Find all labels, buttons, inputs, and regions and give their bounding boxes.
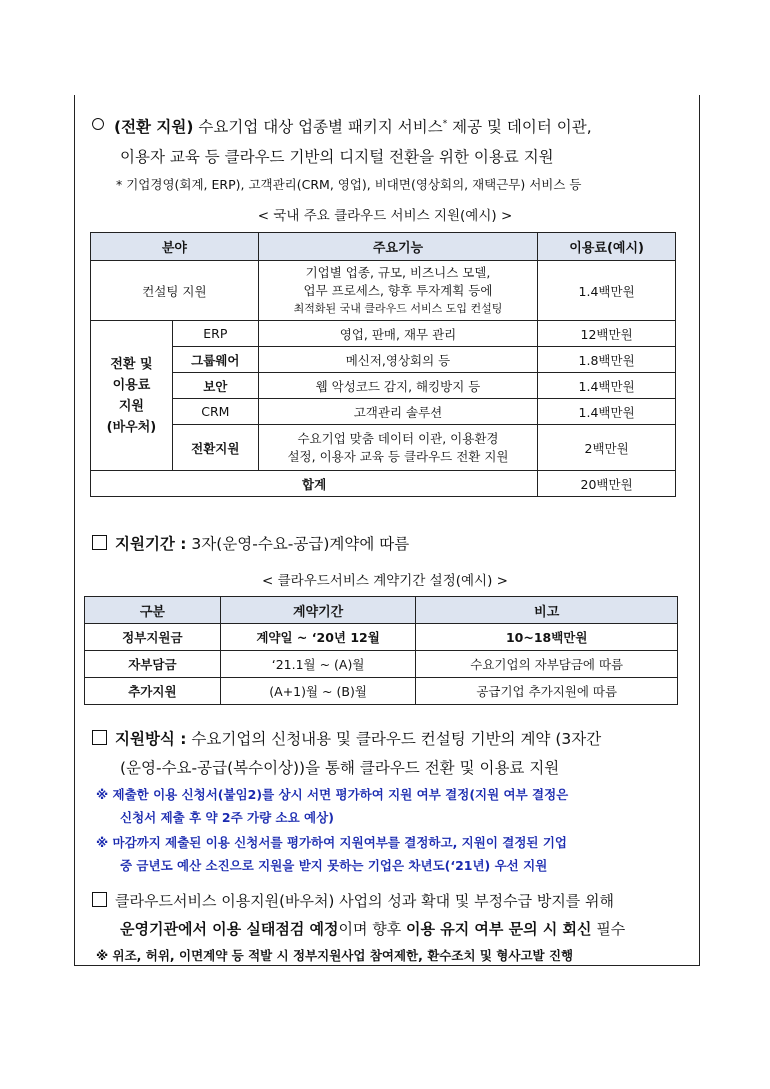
- total-row: 합계 20백만원: [91, 471, 676, 497]
- section3-note1a: ※ 제출한 이용 신청서(붙임2)를 상시 서면 평가하여 지원 여부 결정(지원 여부 결정은: [96, 787, 569, 802]
- circle-bullet-icon: [92, 118, 104, 130]
- section3-line2: (운영-수요-공급(복수이상))을 통해 클라우드 전환 및 이용료 지원: [120, 759, 560, 777]
- consulting-label: 컨설팅 지원: [91, 261, 259, 321]
- square-bullet-icon: [92, 730, 107, 745]
- consulting-fee: 1.4백만원: [538, 261, 676, 321]
- table1-header: 분야: [91, 233, 259, 261]
- section1-title: (전환 지원): [114, 118, 194, 136]
- section4-line1: 클라우드서비스 이용지원(바우처) 사업의 성과 확대 및 부정수급 방지를 위해: [92, 890, 614, 911]
- section3-note2b: 중 금년도 예산 소진으로 지원을 받지 못하는 기업은 차년도(‘21년) 우선 지원: [120, 858, 548, 873]
- table1-header: 이용료(예시): [538, 233, 676, 261]
- table-row: 정부지원금 계약일 ~ ‘20년 12월 10~18백만원: [85, 624, 678, 651]
- table-row: 그룹웨어 메신저,영상회의 등 1.8백만원: [91, 347, 676, 373]
- table-row: 추가지원 (A+1)월 ~ (B)월 공급기업 추가지원에 따름: [85, 678, 678, 705]
- table-row: 보안 웹 악성코드 감지, 해킹방지 등 1.4백만원: [91, 373, 676, 399]
- square-bullet-icon: [92, 892, 107, 907]
- table-row: 전환 및 이용료 지원 (바우처) ERP 영업, 판매, 재무 관리 12백만원: [91, 321, 676, 347]
- section3-line1: 지원방식 : 수요기업의 신청내용 및 클라우드 컨설팅 기반의 계약 (3자간: [92, 727, 601, 749]
- table-row: CRM 고객관리 솔루션 1.4백만원: [91, 399, 676, 425]
- contract-table: 구분 계약기간 비고 정부지원금 계약일 ~ ‘20년 12월 10~18백만원 자부담금 ‘21.1월 ~ (A)월 수요기업의 자부담금에 따름 추가지원 (A+1)월 ~ (B)월 공급기업 추가지원에 따름: [84, 596, 678, 705]
- section3-note2a: ※ 마감까지 제출된 이용 신청서를 평가하여 지원여부를 결정하고, 지원이 결정된 기업: [96, 835, 567, 850]
- table2-caption: < 클라우드서비스 계약기간 설정(예시) >: [262, 573, 508, 589]
- table-row: 전환지원 수요기업 맞춤 데이터 이관, 이용환경 설정, 이용자 교육 등 클라우드 전환 지원 2백만원: [91, 425, 676, 471]
- voucher-group-label: 전환 및 이용료 지원 (바우처): [91, 321, 173, 471]
- support-table: [90, 232, 676, 497]
- consulting-func: 기업별 업종, 규모, 비즈니스 모델, 업무 프로세스, 향후 투자계획 등에 최적화된 국내 클라우드 서비스 도입 컨설팅: [258, 261, 537, 321]
- table1-caption-wrap: [0, 204, 770, 224]
- table-row: 자부담금 ‘21.1월 ~ (A)월 수요기업의 자부담금에 따름: [85, 651, 678, 678]
- table1-caption: < 국내 주요 클라우드 서비스 지원(예시) >: [257, 208, 513, 224]
- table1-header: 주요기능: [258, 233, 537, 261]
- square-bullet-icon: [92, 535, 107, 550]
- section3-note1b: 신청서 제출 후 약 2주 가량 소요 예상): [120, 810, 334, 825]
- section4-line2: 운영기관에서 이용 실태점검 예정이며 향후 이용 유지 여부 문의 시 회신 필수: [120, 920, 626, 938]
- section1-line1: (전환 지원) 수요기업 대상 업종별 패키지 서비스* 제공 및 데이터 이관,: [92, 115, 592, 137]
- section2-line: 지원기간 : 3자(운영-수요-공급)계약에 따름: [92, 532, 409, 554]
- section4-note: ※ 위조, 허위, 이면계약 등 적발 시 정부지원사업 참여제한, 환수조치 및 형사고발 진행: [96, 948, 574, 963]
- section1-footnote: * 기업경영(회계, ERP), 고객관리(CRM, 영업), 비대면(영상회의, 재택근무) 서비스 등: [116, 177, 582, 192]
- section1-line2: 이용자 교육 등 클라우드 기반의 디지털 전환을 위한 이용료 지원: [120, 148, 554, 166]
